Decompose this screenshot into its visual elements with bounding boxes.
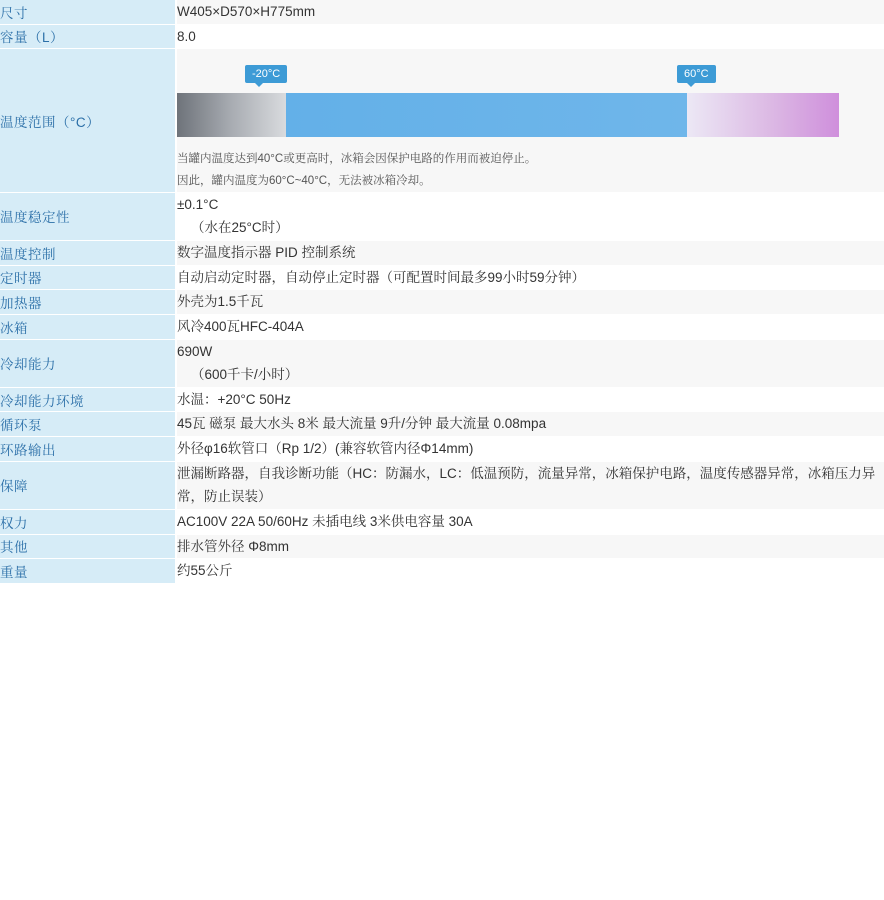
table-row (0, 339, 884, 387)
row-label-power: 权力 (0, 509, 176, 534)
row-value-temperature-control (176, 241, 884, 266)
row-value-power (176, 509, 884, 534)
value-line: 690W (177, 343, 213, 359)
temperature-bar-segment-operating (286, 93, 687, 137)
row-value-temperature-range (176, 49, 884, 193)
value-line: 水温：+20°C 50Hz (177, 391, 291, 407)
row-value-cooling-capacity (176, 339, 884, 387)
table-row (0, 461, 884, 509)
row-label-loop-output: 环路输出 (0, 437, 176, 462)
value-line: 8.0 (177, 28, 196, 44)
row-value-weight (176, 559, 884, 584)
table-row (0, 509, 884, 534)
row-label-other: 其他 (0, 534, 176, 559)
table-row (0, 24, 884, 49)
table-row (0, 49, 884, 193)
table-row (0, 559, 884, 584)
table-row (0, 290, 884, 315)
value-line: 排水管外径 Φ8mm (177, 538, 290, 554)
table-row (0, 241, 884, 266)
row-label-cooling-environment: 冷却能力环境 (0, 387, 176, 412)
temperature-gradient-bar (177, 93, 839, 137)
value-line: AC100V 22A 50/60Hz 未插电线 3米供电容量 30A (177, 513, 473, 529)
table-row (0, 534, 884, 559)
temperature-note-line-2: 因此，罐内温度为60°C~40°C，无法被冰箱冷却。 (177, 174, 431, 187)
table-row (0, 192, 884, 240)
value-line: W405×D570×H775mm (177, 4, 316, 19)
value-line: 风冷400瓦HFC-404A (177, 318, 304, 334)
temperature-badges (177, 65, 839, 87)
table-row (0, 412, 884, 437)
row-label-capacity: 容量（L） (0, 24, 176, 49)
value-line: 约55公斤 (177, 563, 233, 579)
row-label-temperature-range: 温度范围（°C） (0, 49, 176, 193)
temperature-note-line-1: 当罐内温度达到40°C或更高时，冰箱会因保护电路的作用而被迫停止。 (177, 153, 537, 166)
temperature-high-badge: 60°C (677, 65, 716, 83)
table-row (0, 265, 884, 290)
value-line: （水在25°C时） (191, 220, 289, 236)
value-line: 外壳为1.5千瓦 (177, 294, 264, 310)
temperature-bar-segment-hot (687, 93, 839, 137)
row-label-safety: 保障 (0, 461, 176, 509)
temperature-low-badge: -20°C (245, 65, 287, 83)
table-row (0, 437, 884, 462)
row-label-timer: 定时器 (0, 265, 176, 290)
row-value-loop-output (176, 437, 884, 462)
row-label-dimensions: 尺寸 (0, 0, 176, 24)
table-row (0, 314, 884, 339)
row-label-temperature-stability: 温度稳定性 (0, 192, 176, 240)
row-value-heater (176, 290, 884, 315)
row-value-safety (176, 461, 884, 509)
row-label-weight: 重量 (0, 559, 176, 584)
table-row (0, 387, 884, 412)
temperature-bar-segment-cold (177, 93, 286, 137)
temperature-note (177, 149, 839, 192)
row-label-heater: 加热器 (0, 290, 176, 315)
value-line: （600千卡/小时） (191, 367, 299, 383)
row-label-circulation-pump: 循环泵 (0, 412, 176, 437)
value-line: 数字温度指示器 PID 控制系统 (177, 245, 356, 261)
row-label-temperature-control: 温度控制 (0, 241, 176, 266)
row-value-capacity (176, 24, 884, 49)
value-line: 自动启动定时器，自动停止定时器（可配置时间最多99小时59分钟） (177, 269, 586, 285)
value-line: 泄漏断路器，自我诊断功能（HC：防漏水，LC：低温预防，流量异常，冰箱保护电路，温度传感器异常，冰箱压力异常，防止误装） (177, 465, 876, 505)
value-line: 45瓦 磁泵 最大水头 8米 最大流量 9升/分钟 最大流量 0.08mpa (177, 416, 547, 432)
row-label-refrigerator: 冰箱 (0, 314, 176, 339)
value-line: 外径φ16软管口（Rp 1/2）(兼容软管内径Φ14mm) (177, 441, 474, 457)
row-value-cooling-environment (176, 387, 884, 412)
value-line: ±0.1°C (177, 196, 219, 212)
row-value-other (176, 534, 884, 559)
row-value-timer (176, 265, 884, 290)
temperature-range-graphic (177, 65, 839, 192)
row-label-cooling-capacity: 冷却能力 (0, 339, 176, 387)
table-row (0, 0, 884, 24)
row-value-refrigerator (176, 314, 884, 339)
row-value-temperature-stability (176, 192, 884, 240)
row-value-dimensions (176, 0, 884, 24)
row-value-circulation-pump (176, 412, 884, 437)
